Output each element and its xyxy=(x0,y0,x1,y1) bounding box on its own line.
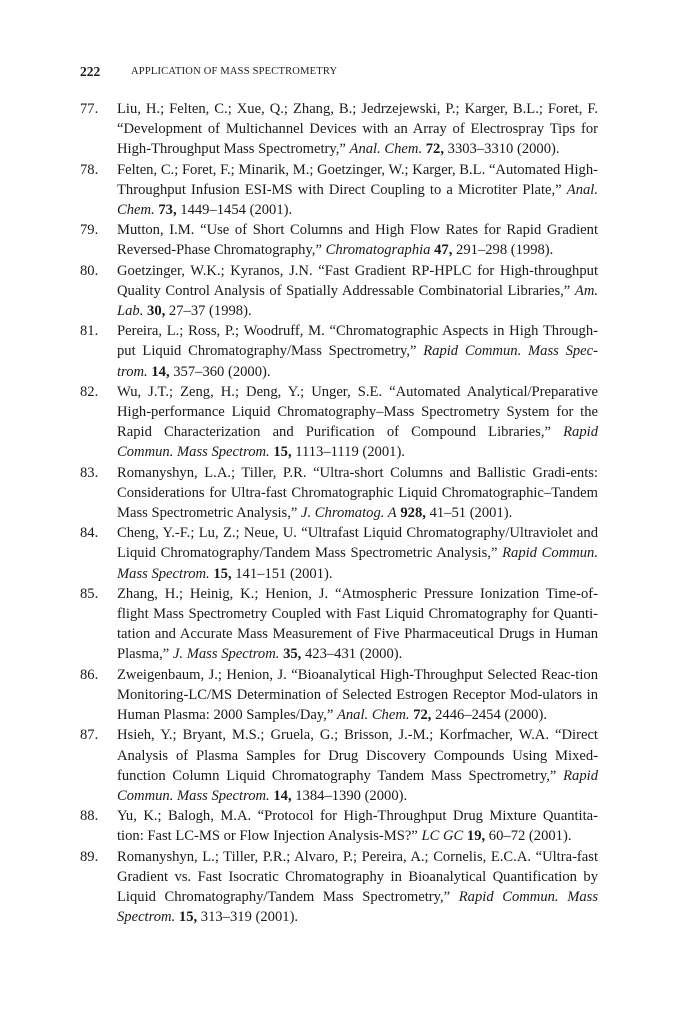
reference-authors: Pereira, L.; Ross, P.; Woodruff, M. xyxy=(117,323,325,340)
reference-pages: 27–37 (1998). xyxy=(168,303,252,320)
reference-title: “Bioanalytical High-Throughput Selected Reac-tion Monitoring-LC/MS Determination of Selected Estrogen Receptor Mod-ulators in Human Plasma: 2000 Samples/Day,” xyxy=(117,666,598,724)
reference-item xyxy=(80,463,598,524)
reference-title: “Development of Multichannel Devices with an Array of Electrospray Tips for High-Throughput Mass Spectrometry,” xyxy=(117,121,598,158)
reference-volume: 72, xyxy=(425,141,444,158)
reference-pages: 2446–2454 (2000). xyxy=(435,707,547,724)
reference-journal: Rapid Commun. Mass Spectrom. xyxy=(117,545,598,582)
reference-pages: 357–360 (2000). xyxy=(173,363,271,380)
reference-volume: 14, xyxy=(273,787,292,804)
reference-item xyxy=(80,220,598,260)
reference-number: 85. xyxy=(80,585,99,602)
reference-journal: Rapid Commun. Mass Spectrom. xyxy=(117,888,599,926)
reference-pages: 1384–1390 (2000). xyxy=(295,787,408,804)
reference-number: 89. xyxy=(80,848,99,865)
running-title: APPLICATION OF MASS SPECTROMETRY xyxy=(131,66,338,77)
reference-volume: 15, xyxy=(213,565,232,582)
reference-title: “Ultra-short Columns and Ballistic Gradi-ents: Considerations for Ultra-fast Chromatographic Liquid Chromatographic–Tandem Mass Spectrometric Analysis,” xyxy=(117,464,598,522)
reference-authors: Zweigenbaum, J.; Henion, J. xyxy=(117,666,287,683)
reference-journal: LC GC xyxy=(421,828,464,845)
reference-pages: 3303–3310 (2000). xyxy=(447,141,560,158)
reference-item xyxy=(80,321,598,382)
reference-journal: Rapid Commun. Mass Spectrom. xyxy=(117,424,598,461)
reference-authors: Wu, J.T.; Zeng, H.; Deng, Y.; Unger, S.E. xyxy=(117,383,383,400)
reference-authors: Zhang, H.; Heinig, K.; Henion, J. xyxy=(117,585,329,602)
reference-item xyxy=(80,160,598,221)
reference-list xyxy=(80,99,598,927)
reference-item xyxy=(80,523,598,584)
reference-number: 87. xyxy=(80,727,99,744)
reference-number: 80. xyxy=(80,262,99,279)
reference-pages: 313–319 (2001). xyxy=(200,909,299,926)
reference-title: “Chromatographic Aspects in High Through-put Liquid Chromatography/Mass Spectrometry,” xyxy=(117,323,598,360)
page-header xyxy=(80,64,620,84)
reference-volume: 73, xyxy=(158,202,177,219)
reference-volume: 15, xyxy=(178,909,198,926)
reference-authors: Hsieh, Y.; Bryant, M.S.; Gruela, G.; Brisson, J.-M.; Korfmacher, W.A. xyxy=(117,727,549,744)
reference-number: 79. xyxy=(80,222,99,239)
reference-number: 77. xyxy=(80,101,99,117)
reference-title: “Fast Gradient RP-HPLC for High-throughput Quality Control Analysis of Spatially Addressable Combinatorial Libraries,” xyxy=(117,262,598,299)
reference-journal: Rapid Commun. Mass Spec-trom. xyxy=(117,343,598,380)
reference-pages: 60–72 (2001). xyxy=(488,828,572,845)
reference-item xyxy=(80,806,598,846)
reference-volume: 47, xyxy=(434,242,453,259)
reference-number: 82. xyxy=(80,383,99,400)
reference-item xyxy=(80,725,598,806)
reference-authors: Felten, C.; Foret, F.; Minarik, M.; Goetzinger, W.; Karger, B.L. xyxy=(117,161,486,178)
reference-pages: 1449–1454 (2001). xyxy=(180,202,293,219)
reference-title: “Automated High-Throughput Infusion ESI-MS with Direct Coupling to a Microtiter Plate,” xyxy=(117,161,598,198)
reference-pages: 423–431 (2000). xyxy=(304,646,403,663)
reference-number: 83. xyxy=(80,464,99,481)
reference-title: “Automated Analytical/Preparative High-performance Liquid Chromatography–Mass Spectrometry System for the Rapid Characterization and Purification of Compound Libraries,” xyxy=(117,383,599,441)
reference-authors: Romanyshyn, L.A.; Tiller, P.R. xyxy=(117,464,307,481)
reference-number: 78. xyxy=(80,161,99,178)
reference-item xyxy=(80,382,598,463)
reference-journal: Anal. Chem. xyxy=(117,181,598,219)
reference-journal: J. Mass Spectrom. xyxy=(172,646,280,663)
page-number: 222 xyxy=(80,64,101,79)
reference-journal: Anal. Chem. xyxy=(336,707,410,724)
reference-item xyxy=(80,847,598,928)
reference-authors: Mutton, I.M. xyxy=(117,222,195,239)
reference-title: “Direct Analysis of Plasma Samples for Drug Discovery Compounds Using Mixed-function Column Liquid Chromatography Tandem Mass Spectrometry,” xyxy=(117,727,598,784)
reference-volume: 928, xyxy=(400,505,426,522)
reference-pages: 1113–1119 (2001). xyxy=(295,444,405,461)
reference-item xyxy=(80,261,598,322)
reference-authors: Liu, H.; Felten, C.; Xue, Q.; Zhang, B.; Jedrzejewski, P.; Karger, B.L.; Foret, F. xyxy=(117,101,598,117)
reference-title: “Ultrafast Liquid Chromatography/Ultraviolet and Liquid Chromatography/Tandem Mass Spectrometric Analysis,” xyxy=(117,525,598,562)
reference-pages: 291–298 (1998). xyxy=(456,242,554,259)
reference-volume: 14, xyxy=(151,363,170,380)
reference-journal: Chromatographia xyxy=(325,242,431,259)
reference-title: “Ultra-fast Gradient vs. Fast Isocratic Chromatography in Bioanalytical Quantification by Liquid Chromatography/Tandem Mass Spectrometry,” xyxy=(117,848,599,905)
reference-pages: 141–151 (2001). xyxy=(235,565,333,582)
reference-volume: 30, xyxy=(147,303,166,320)
reference-volume: 72, xyxy=(413,707,432,724)
reference-authors: Yu, K.; Balogh, M.A. xyxy=(117,808,252,825)
reference-item xyxy=(80,584,598,665)
reference-journal: Anal. Chem. xyxy=(349,141,423,158)
reference-number: 81. xyxy=(80,323,99,340)
reference-pages: 41–51 (2001). xyxy=(429,505,513,522)
reference-number: 86. xyxy=(80,666,99,683)
reference-authors: Romanyshyn, L.; Tiller, P.R.; Alvaro, P.; Pereira, A.; Cornelis, E.C.A. xyxy=(117,848,532,865)
reference-journal: Am. Lab. xyxy=(117,282,599,320)
reference-volume: 19, xyxy=(466,828,486,845)
reference-journal: J. Chromatog. A xyxy=(301,505,397,522)
reference-title: “Protocol for High-Throughput Drug Mixture Quantita-tion: Fast LC-MS or Flow Injection Analysis-MS?” xyxy=(117,808,599,845)
reference-number: 84. xyxy=(80,525,99,542)
reference-authors: Goetzinger, W.K.; Kyranos, J.N. xyxy=(117,262,313,279)
reference-title: “Use of Short Columns and High Flow Rates for Rapid Gradient Reversed-Phase Chromatography,” xyxy=(117,222,598,259)
reference-number: 88. xyxy=(80,808,99,825)
reference-authors: Cheng, Y.-F.; Lu, Z.; Neue, U. xyxy=(117,525,297,542)
reference-item xyxy=(80,665,598,726)
reference-journal: Rapid Commun. Mass Spectrom. xyxy=(117,767,598,804)
reference-volume: 15, xyxy=(273,444,292,461)
reference-volume: 35, xyxy=(283,646,302,663)
reference-item xyxy=(80,99,598,160)
reference-title: “Atmospheric Pressure Ionization Time-of-flight Mass Spectrometry Coupled with Fast Liquid Chromatography for Quanti-tation and Accurate Mass Measurement of Five Pharmaceutical Drugs in Human Plasma,” xyxy=(117,585,598,663)
